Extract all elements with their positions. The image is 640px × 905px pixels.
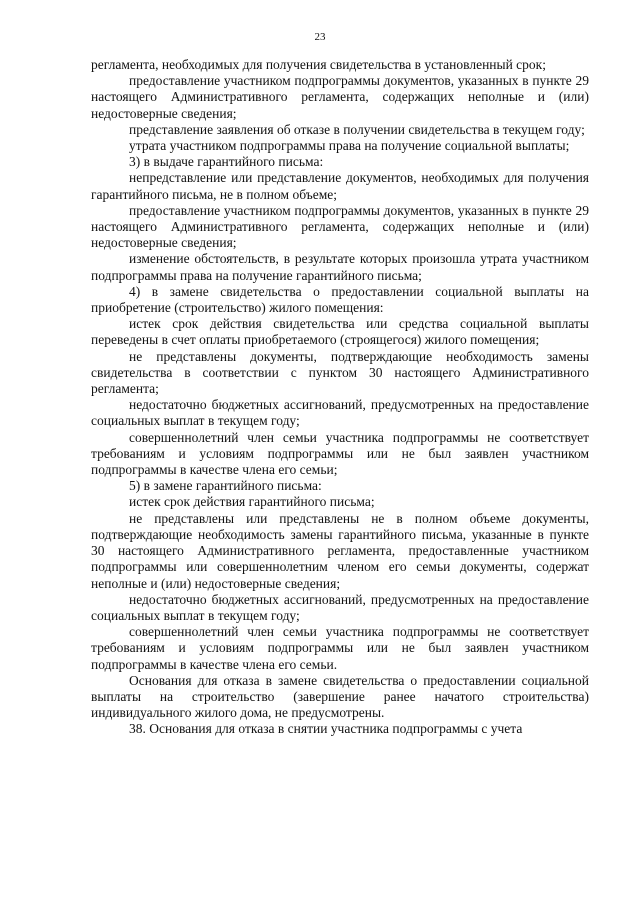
page-number: 23 (314, 31, 326, 43)
paragraph: 4) в замене свидетельства о предоставлении социальной выплаты на приобретение (строительство) жилого помещения: (91, 283, 589, 316)
paragraph: не представлены документы, подтверждающие необходимость замены свидетельства в соответствии с пунктом 30 настоящего Административного регламента; (91, 348, 589, 397)
paragraph: истек срок действия гарантийного письма; (129, 494, 375, 510)
paragraph: непредставление или представление документов, необходимых для получения гарантийного письма, не в полном объеме; (91, 170, 589, 202)
paragraph: 5) в замене гарантийного письма: (129, 478, 322, 494)
document-body (91, 57, 589, 738)
paragraph: недостаточно бюджетных ассигнований, предусмотренных на предоставление социальных выплат в текущем году; (91, 397, 589, 429)
paragraph: предоставление участником подпрограммы документов, указанных в пункте 29 настоящего Административного регламента, содержащих неполные и (или) недостоверные сведения; (91, 73, 589, 121)
paragraph: недостаточно бюджетных ассигнований, предусмотренных на предоставление социальных выплат в текущем году; (91, 591, 589, 623)
paragraph: представление заявления об отказе в получении свидетельства в текущем году; (129, 121, 585, 137)
paragraph: утрата участником подпрограммы права на получение социальной выплаты; (129, 138, 570, 154)
paragraph: регламента, необходимых для получения свидетельства в установленный срок; (91, 57, 546, 72)
paragraph: совершеннолетний член семьи участника подпрограммы не соответствует требованиям и условиям подпрограммы или не был заявлен участником подпрограммы в качестве члена его семьи. (91, 624, 589, 672)
paragraph: не представлены или представлены не в полном объеме документы, подтверждающие необходимость замены гарантийного письма, указанные в пункте 30 настоящего Административного регламента, предоставленные участником подпрограммы или совершеннолетним членом его семьи документы, содержат неполные и (или) недостоверные сведения; (91, 510, 589, 591)
paragraph: предоставление участником подпрограммы документов, указанных в пункте 29 настоящего Административного регламента, содержащих неполные и (или) недостоверные сведения; (91, 202, 589, 251)
paragraph: 38. Основания для отказа в снятии участника подпрограммы с учета (129, 721, 523, 737)
paragraph: истек срок действия свидетельства или средства социальной выплаты переведены в счет оплаты приобретаемого (строящегося) жилого помещения; (91, 316, 589, 348)
paragraph: 3) в выдаче гарантийного письма: (129, 154, 324, 170)
paragraph: совершеннолетний член семьи участника подпрограммы не соответствует требованиям и условиям подпрограммы или не был заявлен участником подпрограммы в качестве члена его семьи; (91, 429, 589, 478)
paragraph: изменение обстоятельств, в результате которых произошла утрата участником подпрограммы права на получение гарантийного письма; (91, 251, 589, 283)
paragraph: Основания для отказа в замене свидетельства о предоставлении социальной выплаты на строительство (завершение ранее начатого строительства) индивидуального жилого дома, не предусмотрены. (91, 672, 589, 721)
